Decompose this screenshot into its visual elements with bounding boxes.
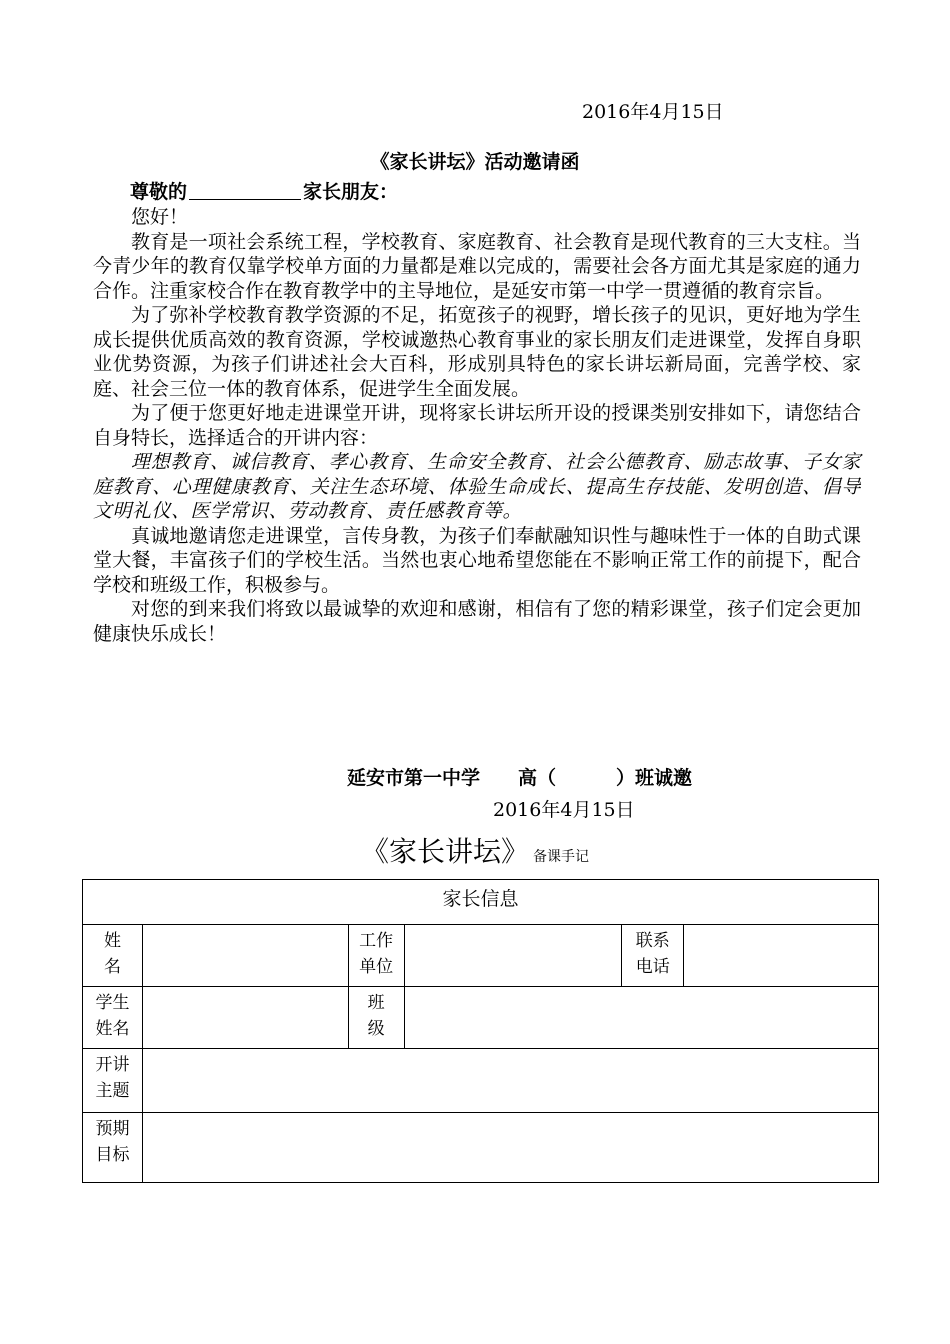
salutation-prefix: 尊敬的 xyxy=(130,181,188,203)
label-parent-name-2: 名 xyxy=(103,957,121,977)
label-topic xyxy=(83,1049,143,1113)
signature xyxy=(347,763,692,790)
salutation xyxy=(130,177,398,204)
label-goal-2: 目标 xyxy=(95,1145,130,1165)
label-class xyxy=(348,987,404,1049)
date-bottom: 2016年4月15日 xyxy=(493,799,635,821)
label-topic-1: 开讲 xyxy=(95,1055,130,1075)
page-title: 《家长讲坛》活动邀请函 xyxy=(370,151,580,173)
label-student-name-1: 学生 xyxy=(95,993,130,1013)
label-parent-name-1: 姓 xyxy=(103,931,121,951)
signature-class-prefix: 高（ xyxy=(518,767,557,789)
parent-info-form xyxy=(82,879,879,1183)
form-header: 家长信息 xyxy=(83,880,879,925)
label-topic-2: 主题 xyxy=(95,1081,130,1101)
label-work-unit-2: 单位 xyxy=(359,957,394,977)
field-topic[interactable] xyxy=(142,1049,878,1113)
field-work-unit[interactable] xyxy=(404,925,622,987)
label-parent-name xyxy=(83,925,143,987)
label-phone-2: 电话 xyxy=(635,957,670,977)
field-parent-name[interactable] xyxy=(142,925,348,987)
field-phone[interactable] xyxy=(684,925,879,987)
label-phone xyxy=(622,925,684,987)
form-title-main: 《家长讲坛》 xyxy=(360,835,529,868)
paragraph-invitation: 真诚地邀请您走进课堂，言传身教，为孩子们奉献融知识性与趣味性于一体的自助式课堂大餐，丰富孩子们的学校生活。当然也衷心地希望您能在不影响正常工作的前提下，配合学校和班级工作，积极参与。 xyxy=(93,524,861,596)
label-goal xyxy=(83,1113,143,1183)
paragraph-thanks: 对您的到来我们将致以最诚挚的欢迎和感谢，相信有了您的精彩课堂，孩子们定会更加健康快乐成长！ xyxy=(93,598,861,645)
label-goal-1: 预期 xyxy=(95,1119,130,1139)
label-student-name-2: 姓名 xyxy=(95,1019,130,1039)
label-class-2: 级 xyxy=(367,1019,385,1039)
label-work-unit xyxy=(348,925,404,987)
label-work-unit-1: 工作 xyxy=(359,931,394,951)
greeting: 您好！ xyxy=(131,206,189,228)
paragraph-purpose: 为了弥补学校教育教学资源的不足，拓宽孩子的视野，增长孩子的见识，更好地为学生成长提供优质高效的教育资源，学校诚邀热心教育事业的家长朋友们走进课堂，发挥自身职业优势资源，为孩子们讲述社会大百科，形成别具特色的家长讲坛新局面，完善学校、家庭、社会三位一体的教育体系，促进学生全面发展。 xyxy=(93,304,861,400)
field-goal[interactable] xyxy=(142,1113,878,1183)
paragraph-topics: 理想教育、诚信教育、孝心教育、生命安全教育、社会公德教育、励志故事、子女家庭教育、心理健康教育、关注生态环境、体验生命成长、提高生存技能、发明创造、倡导文明礼仪、医学常识、劳动教育、责任感教育等。 xyxy=(93,451,861,522)
letter-body xyxy=(93,205,861,646)
form-title xyxy=(0,830,950,870)
date-top: 2016年4月15日 xyxy=(582,101,724,123)
salutation-suffix: 家长朋友： xyxy=(303,181,399,203)
field-student-name[interactable] xyxy=(142,987,348,1049)
label-phone-1: 联系 xyxy=(635,931,670,951)
paragraph-intro: 教育是一项社会系统工程，学校教育、家庭教育、社会教育是现代教育的三大支柱。当今青少年的教育仅靠学校单方面的力量都是难以完成的，需要社会各方面尤其是家庭的通力合作。注重家校合作在教育教学中的主导地位，是延安市第一中学一贯遵循的教育宗旨。 xyxy=(93,230,861,302)
signature-class-suffix: ）班诚邀 xyxy=(616,767,693,789)
paragraph-arrangement: 为了便于您更好地走进课堂开讲，现将家长讲坛所开设的授课类别安排如下，请您结合自身特长，选择适合的开讲内容： xyxy=(93,402,861,449)
field-class[interactable] xyxy=(404,987,878,1049)
label-student-name xyxy=(83,987,143,1049)
form-subtitle: 备课手记 xyxy=(533,849,589,865)
parent-name-blank xyxy=(189,179,301,200)
label-class-1: 班 xyxy=(367,993,385,1013)
signature-school: 延安市第一中学 xyxy=(347,767,481,789)
